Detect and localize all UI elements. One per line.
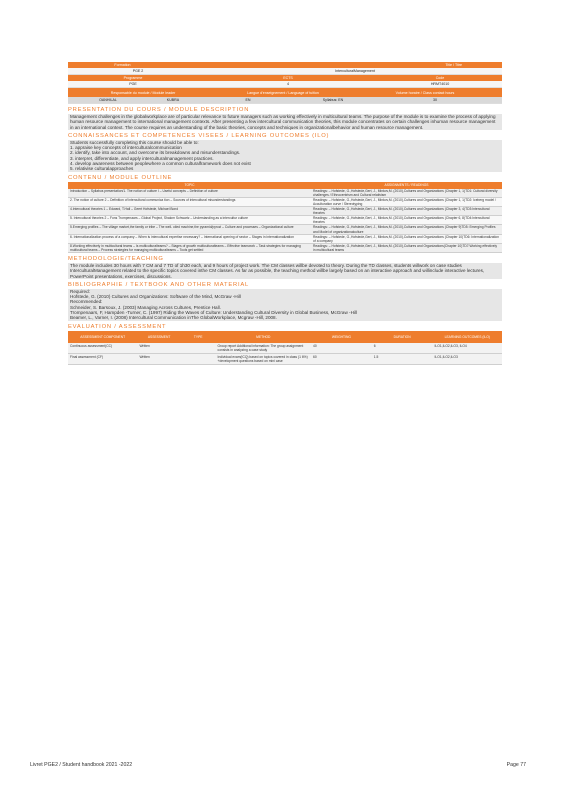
header-row-values <box>68 81 502 88</box>
language-value: EN <box>245 98 251 102</box>
code-label: Code <box>435 76 445 80</box>
method-paragraph: The module includes 30 hours with 7 CM and 7 TD of 1h30 each, and 9 hours of project work. The CM classes willbe devoted to theory. During the TD classes, students willwork on case studies InterculturalManagement related to the specific topics covered inthe CM classes. As far as possible, the teaching method willbe largely based on an interactive approach and willinclude interactive lectures, PowerPoint presentations, exercises, discussions. <box>70 262 485 279</box>
bibliography-heading: BIBLIOGRAPHIE / TEXTBOOK AND OTHER MATERIAL <box>68 281 250 288</box>
programme-value: PGE <box>129 82 137 86</box>
evaluation-table <box>68 331 502 366</box>
outline-readings: Readings: – Hofstede, G.,Hofstede,Gert, J., Minkov,M. (2010),Cultures and Organizations (Chapter 3, 4)TD3:Intercultural theories <box>311 207 502 216</box>
eval-header-weighting: WEIGHTING <box>311 331 372 343</box>
table-row <box>68 197 502 206</box>
method-heading: METHODOLOGIE/TEACHING <box>68 255 164 262</box>
outline-topic: 2. The notion of culture 2 – Definition of intercultural communica tion – Sources of intercultural misunderstandings <box>68 197 311 206</box>
eval-type <box>181 354 216 365</box>
outline-topic: 8.Working effectively in multicultural teams – Is multiculturalteams? – Stages of growth multiculturalteams – Effective teamwork – Task strategies for managing multicultural teams – Process strategies for managing multiculturalteams – Tools get settled <box>68 243 311 252</box>
header-row-responsable <box>68 88 502 97</box>
leader-firstname: KUBRA <box>166 98 180 102</box>
eval-component: Final assessment (CF) <box>68 354 137 365</box>
eval-duration: 1.5 <box>372 354 433 365</box>
eval-header-duration: DURATION <box>372 331 433 343</box>
table-row <box>68 225 502 234</box>
outline-readings: Readings: – Hofstede, G.,Hofstede,Gert, J., Minkov,M. (2010),Cultures and Organizations (Chapter 10)TD6: Internationalization of a company <box>311 234 502 243</box>
eval-ilo: ILO1,ILO2,ILO3 <box>433 354 502 365</box>
header-row-program <box>68 68 502 75</box>
biblio-entry: Beamer, L., Varner, I. (2008) Intercultural Communication inThe GlobalWorkplace, Mcgraw -Hill, 2008. <box>70 315 277 321</box>
eval-ilo: ILO1,ILO2,ILO3, ILO4 <box>433 343 502 354</box>
presentation-text <box>68 114 502 130</box>
leader-lastname: OANHILAL <box>99 98 117 102</box>
outline-topic: 5.Emerging profiles – The village market,the family or tribe – The well- oiled machine,the pyramid/pyrozi – Culture and processes – Organizational culture <box>68 225 311 234</box>
eval-weighting: 40 <box>311 343 372 354</box>
outcomes-list <box>68 140 502 172</box>
formation-label: Formation <box>114 63 131 67</box>
eval-header-method: METHOD <box>216 331 311 343</box>
page-footer <box>30 762 526 768</box>
outline-header-readings: ASSIGNMENTS / READINGS <box>311 182 502 189</box>
presentation-heading: PRESENTATION DU COURS / MODULE DESCRIPTION <box>68 107 250 113</box>
program-value: PGE 2 <box>132 69 144 73</box>
outcome-intro: Students successfully completing this course should be able to: <box>70 139 199 145</box>
eval-method: Group report Additional information: The group assignment consists in analyzing a case study <box>216 343 311 354</box>
outline-heading: CONTENU / MODULE OUTLINE <box>68 174 173 181</box>
eval-weighting: 60 <box>311 354 372 365</box>
programme-label: Programme <box>123 76 143 80</box>
syllabus-language: Syllabus: EN <box>322 98 344 102</box>
hours-value: 30 <box>433 98 437 102</box>
table-row <box>68 234 502 243</box>
outline-topic: Introduction – Syllabus presentation/1. The notion of culture I – Useful concepts – Definition of culture <box>68 189 311 198</box>
header-row-leader <box>68 97 502 104</box>
outcome-item: 4. develop awareness between peoplewhere a common culturalframework does not exist <box>70 161 251 167</box>
outline-topic: 5. Intercultural theories 2 – Fons Trompenaars – Global Project, Shalom Schwartz – Understanding as a intercultur culture <box>68 216 311 225</box>
table-row <box>68 207 502 216</box>
outcome-item: 3. interpret, differentiate, and apply interculturalmanagement practices. <box>70 155 214 161</box>
table-row <box>68 216 502 225</box>
outline-readings: Readings: – Hofstede, G.,Hofstede,Gert, J., Minkov,M. (2010),Cultures and Organizations (Chapter 9)TD5: Emerging Profiles and Model of organizationalculture <box>311 225 502 234</box>
syllabus-page <box>68 62 502 365</box>
eval-component: Continuous assessment(CC) <box>68 343 137 354</box>
eval-method: Individual exam(ICQ) based on topics covered in class (1 6%) +development questions based on mini case <box>216 354 311 365</box>
eval-type <box>181 343 216 354</box>
title-label: Title / Titre <box>445 63 462 67</box>
biblio-label: Recommended: <box>70 299 103 305</box>
module-leader-label: Responsable du module / Module leader <box>110 90 176 95</box>
outcome-item: 2. identify, take into account, and overcome its breakdowns and misunderstandings. <box>70 150 241 156</box>
outcomes-heading: CONNAISSANCES ET COMPETENCES VISEES / LEARNING OUTCOMES (ILO) <box>68 132 330 139</box>
eval-assessment: Written <box>137 343 180 354</box>
presentation-paragraph: Management challenges in the globalworkplace are of particular relevance to future managers such as working effectively in multicultural teams. The purpose of the module is to examine the process of applying human resource management to international management contexts. After presenting a few intercultural communication theories, this module concentrates on certain challenges inhuman resource management in an international context. The course requires an understanding of the basic theories, concepts and techniques in organizationalbehavior and human resource management. <box>70 114 496 130</box>
outline-table <box>68 182 502 253</box>
ects-label: ECTS <box>283 76 293 80</box>
outline-readings: Readings: – Hofstede, G.,Hofstede,Gert, J., Minkov,M. (2010),Cultures and Organizations (Chapter 1, 1)TD1: Cultural diversity challenges / Ethnocentrism and Cultural relativism <box>311 189 502 198</box>
eval-header-ilo: LEARNING OUTCOMES (ILO) <box>433 331 502 343</box>
course-title: InterculturalManagement <box>335 69 375 73</box>
eval-header-assessment: ASSESSMENT <box>137 331 180 343</box>
outline-topic: 6. Internationalization process of a company – When is intercultural expertise necessary? – International opening of sector – Stages in internationalization <box>68 234 311 243</box>
outline-header-topic: TOPIC <box>68 182 311 189</box>
footer-page-number: Page 77 <box>506 762 526 768</box>
outline-topic: 4.Intercultural theories 1 – Edward, T.Hall – Geert Hofstede, Michael Bond <box>68 207 311 216</box>
table-row <box>68 243 502 252</box>
biblio-entry: Schneider, S. Barsoux, J. (2003) Managing Across Cultures, Prentice Hall. <box>70 304 221 310</box>
code-value: HRMT4010 <box>430 82 450 86</box>
biblio-entry: Hofstede, G. (2010) Cultures and Organizations: Software of the Mind, McGraw -Hill <box>70 294 241 300</box>
biblio-label: Required: <box>70 288 90 294</box>
evaluation-heading: EVALUATION / ASSESSMENT <box>68 323 167 330</box>
eval-assessment: Written <box>137 354 180 365</box>
outline-readings: Readings: – Hofstede, G.,Hofstede,Gert, J., Minkov,M. (2010),Cultures and Organizations (Chapter 1, 1)TD2: Iceberg model / Acculturation curve / Stereotyping <box>311 197 502 206</box>
table-row <box>68 354 502 365</box>
outline-readings: Readings: – Hofstede, G.,Hofstede,Gert, J., Minkov,M. (2010),Cultures and Organizations (Chapter 6, 8)TD4:Intercultural theories <box>311 216 502 225</box>
table-row <box>68 343 502 354</box>
outcome-item: 1. appraise key concepts of interculturalcommunication <box>70 145 182 151</box>
bibliography-list <box>68 289 502 321</box>
ects-value: 4 <box>287 82 289 86</box>
method-text <box>68 263 502 279</box>
eval-header-type: TYPE <box>181 331 216 343</box>
biblio-entry: Trompenaars, F, Hampden -Turner, C. (1997) Riding the Waves of Culture: Understanding Cultural Diversity in Global Business, McGraw -Hill <box>70 310 357 316</box>
language-label: Langue d'enseignement / Language of tuition <box>247 90 319 95</box>
outcome-item: 5. relativise culturalapproaches <box>70 166 134 172</box>
eval-duration: 6 <box>372 343 433 354</box>
hours-label: Volume horaire / Class contact hours <box>395 90 455 95</box>
table-row <box>68 189 502 198</box>
eval-header-component: ASSESSMENT COMPONENT <box>68 331 137 343</box>
outline-readings: Readings: – Hofstede, G.,Hofstede,Gert, J., Minkov,M. (2010),Cultures and Organizations(Chapter 10)TD7:Working effectively in multicultural teams <box>311 243 502 252</box>
footer-handbook-label: Livret PGE2 / Student handbook 2021 -2022 <box>30 762 133 768</box>
